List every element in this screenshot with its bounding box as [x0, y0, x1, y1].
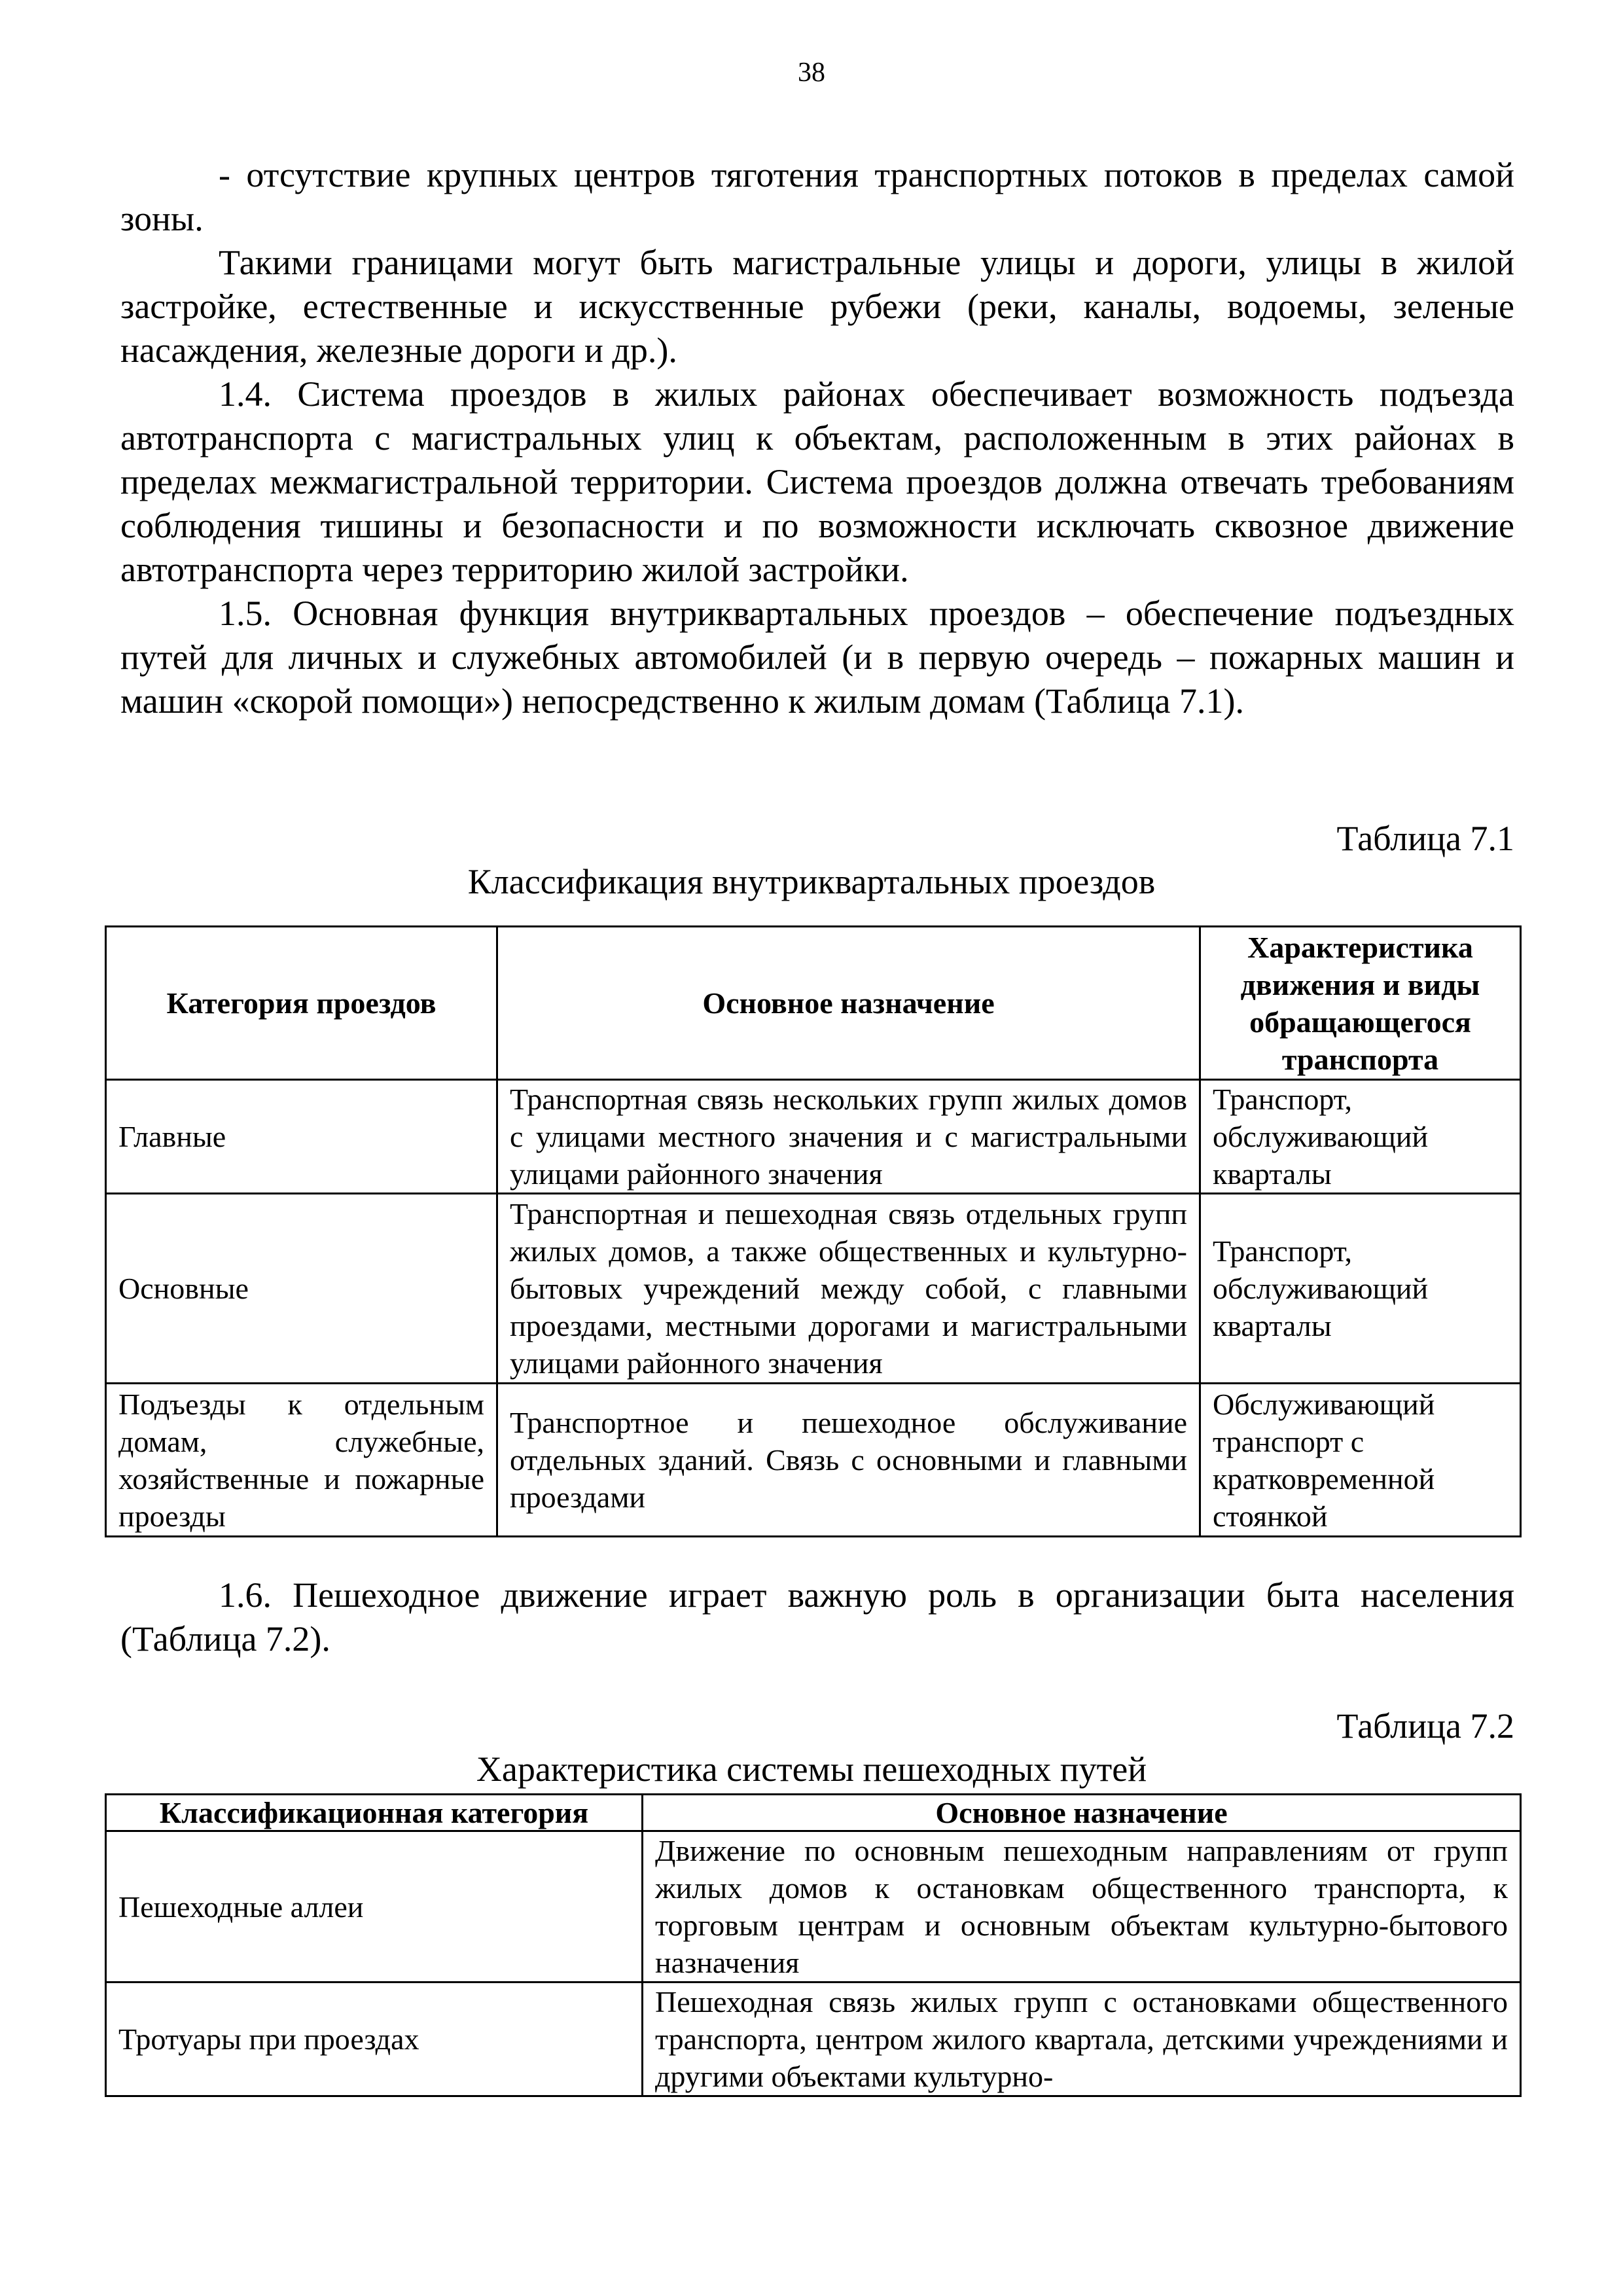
- table-row: [106, 1194, 1521, 1384]
- body-text-2: [120, 1573, 1514, 1661]
- paragraph-boundaries: Такими границами могут быть магистральные улицы и дороги, улицы в жилой застройке, естественные и искусственные рубежи (реки, каналы, водоемы, зеленые насаждения, железные дороги и др.).: [120, 243, 1514, 370]
- table-1-cell-traffic: Транспорт, обслуживающий кварталы: [1200, 1080, 1521, 1194]
- table-2-cell-category: Тротуары при проездах: [106, 1982, 643, 2096]
- paragraph-1-4: 1.4. Система проездов в жилых районах обеспечивает возможность подъезда автотранспорта с магистральных улиц к объектам, расположенным в этих районах в пределах межмагистральной территории. Система проездов должна отвечать требованиям соблюдения тишины и безопасности и по возможности исключать сквозное движение автотранспорта через территорию жилой застройки.: [120, 374, 1514, 589]
- table-2-number: Таблица 7.2: [1336, 1706, 1514, 1746]
- table-1-number: Таблица 7.1: [1336, 819, 1514, 858]
- table-row: [106, 1080, 1521, 1194]
- table-2: [105, 1793, 1522, 2097]
- table-1-cell-purpose: Транспортная связь нескольких групп жилых домов с улицами местного значения и с магистральными улицами районного значения: [497, 1080, 1200, 1194]
- table-2-cell-purpose: Пешеходная связь жилых групп с остановками общественного транспорта, центром жилого квартала, детскими учреждениями и другими объектами культурно-: [643, 1982, 1521, 2096]
- table-1-cell-category: Главные: [106, 1080, 497, 1194]
- table-1-header-row: [106, 927, 1521, 1080]
- table-1-title: Классификация внутриквартальных проездов: [467, 862, 1156, 901]
- table-1-cell-traffic: Обслуживающий транспорт с кратковременной стоянкой: [1200, 1384, 1521, 1537]
- table-1-cell-purpose: Транспортная и пешеходная связь отдельных групп жилых домов, а также общественных и культурно-бытовых учреждений между собой, с главными проездами, местными дорогами и магистральными улицами районного значения: [497, 1194, 1200, 1384]
- table-row: [106, 1831, 1521, 1982]
- body-text: [120, 153, 1514, 723]
- table-row: [106, 1384, 1521, 1537]
- table-2-header-row: [106, 1795, 1521, 1831]
- paragraph-1-6: 1.6. Пешеходное движение играет важную роль в организации быта населения (Таблица 7.2).: [120, 1575, 1514, 1659]
- table-2-header-category: Классификационная категория: [106, 1795, 643, 1831]
- table-2-cell-category: Пешеходные аллеи: [106, 1831, 643, 1982]
- table-1-cell-purpose: Транспортное и пешеходное обслуживание отдельных зданий. Связь с основными и главными проездами: [497, 1384, 1200, 1537]
- table-1: [105, 925, 1522, 1537]
- table-1-header-traffic: Характеристика движения и виды обращающегося транспорта: [1200, 927, 1521, 1080]
- table-row: [106, 1982, 1521, 2096]
- table-2-cell-purpose: Движение по основным пешеходным направлениям от групп жилых домов к остановкам общественного транспорта, к торговым центрам и основным объектам культурно-бытового назначения: [643, 1831, 1521, 1982]
- table-1-cell-category: Подъезды к отдельным домам, служебные, хозяйственные и пожарные проезды: [106, 1384, 497, 1537]
- table-1-cell-category: Основные: [106, 1194, 497, 1384]
- table-2-header-purpose: Основное назначение: [643, 1795, 1521, 1831]
- table-1-cell-traffic: Транспорт, обслуживающий кварталы: [1200, 1194, 1521, 1384]
- paragraph-1-5: 1.5. Основная функция внутриквартальных проездов – обеспечение подъездных путей для личных и служебных автомобилей (и в первую очередь – пожарных машин и машин «скорой помощи») непосредственно к жилым домам (Таблица 7.1).: [120, 594, 1514, 721]
- paragraph-list-item: - отсутствие крупных центров тяготения транспортных потоков в пределах самой зоны.: [120, 155, 1514, 238]
- table-1-header-purpose: Основное назначение: [497, 927, 1200, 1080]
- table-1-header-category: Категория проездов: [106, 927, 497, 1080]
- table-2-title: Характеристика системы пешеходных путей: [476, 1749, 1147, 1789]
- page-number: 38: [798, 58, 825, 88]
